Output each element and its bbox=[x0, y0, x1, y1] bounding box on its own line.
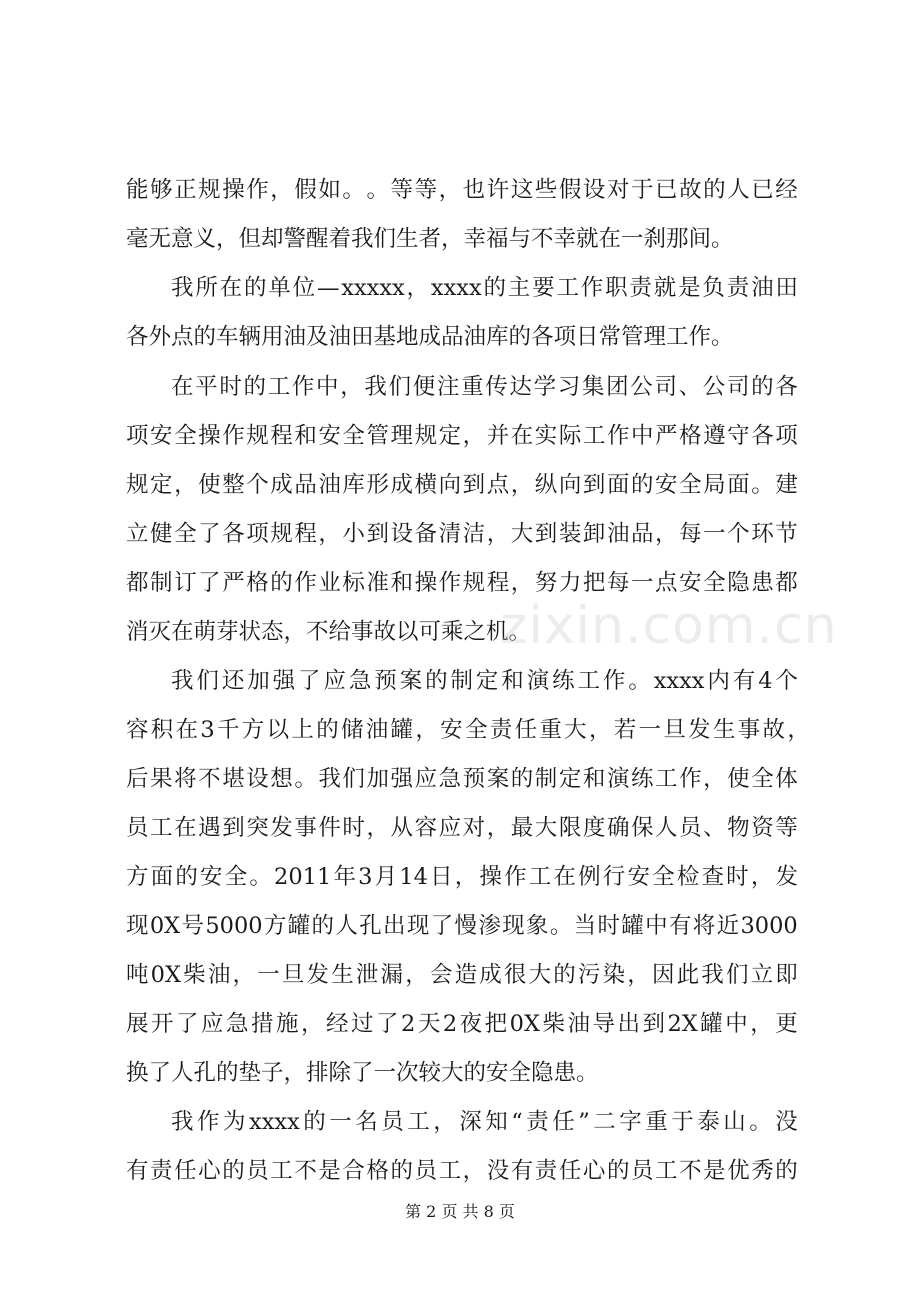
text-line: 吨 0X 柴 油 ， 一 旦 发 生 泄 漏 ， 会 造 成 很 大 的 污 染 ， 因 此 我 们 立 即 bbox=[126, 962, 798, 988]
text-line: 方 面 的 安 全 。 2011 年 3 月 14 日 ， 操 作 工 在 例 行 安 全 检 查 时 ， 发 bbox=[126, 864, 798, 890]
text-line: 我 作 为 xxxx 的 一 名 员 工 ， 深 知 “ 责 任 ” 二 字 重 于 泰 山 。 没 bbox=[171, 1109, 798, 1135]
text-line: 毫无意义，但却警醒着我们生者，幸福与不幸就在一刹那间。 bbox=[126, 226, 734, 252]
text-line: 都 制 订 了 严 格 的 作 业 标 准 和 操 作 规 程 ， 努 力 把 每 一 点 安 全 隐 患 都 bbox=[126, 570, 798, 596]
text-line: 容 积 在 3 千 方 以 上 的 储 油 罐 ， 安 全 责 任 重 大 ， 若 一 旦 发 生 事 故 ， bbox=[126, 717, 810, 743]
text-line: 我 所 在 的 单 位 — xxxxx ， xxxx 的 主 要 工 作 职 责 就 是 负 责 油 田 bbox=[171, 275, 798, 301]
text-line: 我 们 还 加 强 了 应 急 预 案 的 制 定 和 演 练 工 作 。 xxxx 内 有 4 个 bbox=[171, 668, 798, 694]
text-line: 有 责 任 心 的 员 工 不 是 合 格 的 员 工 ， 没 有 责 任 心 的 员 工 不 是 优 秀 的 bbox=[126, 1158, 798, 1184]
text-line: 规 定 ， 使 整 个 成 品 油 库 形 成 横 向 到 点 ， 纵 向 到 面 的 安 全 局 面 。 建 bbox=[126, 472, 798, 498]
text-line: 项 安 全 操 作 规 程 和 安 全 管 理 规 定 ， 并 在 实 际 工 作 中 严 格 遵 守 各 项 bbox=[126, 423, 798, 449]
text-line: 现 0X 号 5000 方 罐 的 人 孔 出 现 了 慢 渗 现 象 。 当 时 罐 中 有 将 近 3000 bbox=[126, 913, 798, 939]
watermark: zixin.com.cn bbox=[500, 596, 838, 656]
page-footer: 第 2 页 共 8 页 bbox=[405, 1202, 515, 1221]
text-line: 立 健 全 了 各 项 规 程 ， 小 到 设 备 清 洁 ， 大 到 装 卸 油 品 ， 每 一 个 环 节 bbox=[126, 521, 798, 547]
text-line: 后 果 将 不 堪 设 想 。 我 们 加 强 应 急 预 案 的 制 定 和 演 练 工 作 ， 使 全 体 bbox=[126, 766, 798, 792]
text-line: 换了人孔的垫子，排除了一次较大的安全隐患。 bbox=[126, 1060, 599, 1086]
text-line: 展 开 了 应 急 措 施 ， 经 过 了 2 天 2 夜 把 0X 柴 油 导 出 到 2X 罐 中 ， 更 bbox=[126, 1011, 798, 1037]
text-line: 消灭在萌芽状态，不给事故以可乘之机。 bbox=[126, 619, 532, 645]
text-line: 能 够 正 规 操 作 ， 假 如 。 。 等 等 ， 也 许 这 些 假 设 对 于 已 故 的 人 已 经 bbox=[126, 177, 798, 203]
text-line: 各外点的车辆用油及油田基地成品油库的各项日常管理工作。 bbox=[126, 324, 734, 350]
text-line: 在 平 时 的 工 作 中 ， 我 们 便 注 重 传 达 学 习 集 团 公 司 、 公 司 的 各 bbox=[171, 374, 798, 400]
text-line: 员 工 在 遇 到 突 发 事 件 时 ， 从 容 应 对 ， 最 大 限 度 确 保 人 员 、 物 资 等 bbox=[126, 815, 798, 841]
